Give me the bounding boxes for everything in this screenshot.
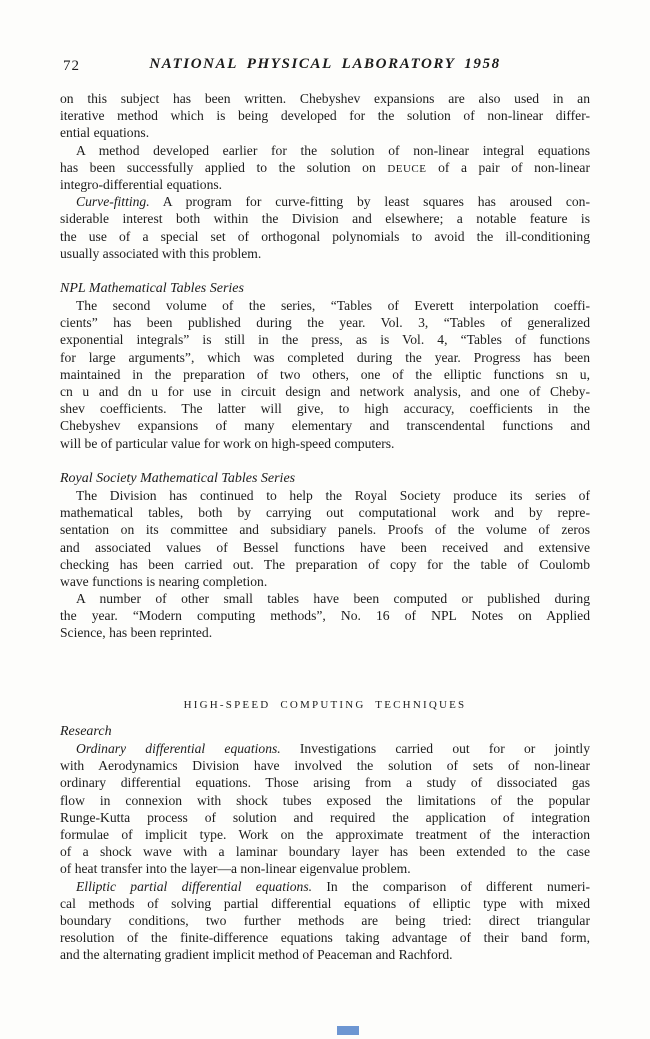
text-run: Runge-Kutta process of solution and required the application of integration	[60, 809, 590, 825]
italic-run: Curve-fitting.	[76, 194, 150, 210]
text-line	[60, 624, 590, 641]
text-run: has been successfully applied to the solution on	[60, 159, 388, 175]
text-run: iterative method which is being developed for the solution of non-linear differ-	[60, 108, 590, 124]
text-run: the year. “Modern computing methods”, No. 16 of NPL Notes on Applied	[60, 608, 590, 624]
paragraph	[60, 90, 590, 142]
text-run: integro-differential equations.	[60, 176, 223, 192]
text-line	[60, 521, 590, 538]
text-run: flow in connexion with shock tubes exposed the limitations of the popular	[60, 792, 590, 808]
text-line	[60, 774, 590, 791]
text-run: ordinary differential equations. Those arising from a study of dissociated gas	[60, 775, 590, 791]
text-line	[60, 826, 590, 843]
text-line	[60, 435, 590, 452]
text-line	[60, 929, 590, 946]
text-run: boundary conditions, two further methods are being tried: direct triangular	[60, 912, 590, 928]
text-run: In the comparison of different numeri-	[312, 878, 590, 894]
scan-foot-mark	[337, 1026, 359, 1035]
text-line	[60, 210, 590, 227]
text-run: the use of a special set of orthogonal polynomials to avoid the ill-conditioning	[60, 228, 590, 244]
text-line	[60, 504, 590, 521]
main-heading: HIGH-SPEED COMPUTING TECHNIQUES	[183, 698, 467, 711]
text-line	[60, 107, 590, 124]
text-run: Science, has been reprinted.	[60, 625, 213, 641]
text-line	[60, 860, 590, 877]
text-run: The Division has continued to help the Royal Society produce its series of	[76, 487, 590, 503]
smallcaps-run: DEUCE	[387, 162, 427, 175]
text-line	[60, 159, 590, 176]
text-run: exponential integrals” is still in the press, as is Vol. 4, “Tables of functions	[60, 332, 590, 348]
text-line	[60, 590, 590, 607]
paragraph	[60, 590, 590, 642]
text-line	[60, 297, 590, 314]
text-line	[60, 228, 590, 245]
text-line	[60, 90, 590, 107]
section-heading: NPL Mathematical Tables Series	[60, 280, 244, 296]
text-run: mathematical tables, both by carrying out computational work and by repre-	[60, 505, 590, 521]
text-line	[60, 573, 590, 590]
text-run: and associated values of Bessel functions have been received and extensive	[60, 539, 590, 555]
text-run: cients” has been published during the year. Vol. 3, “Tables of generalized	[60, 315, 590, 331]
section-heading: Research	[60, 723, 112, 739]
text-line	[60, 809, 590, 826]
text-line	[60, 895, 590, 912]
text-line	[60, 366, 590, 383]
page-number: 72	[63, 58, 80, 74]
text-run: checking has been carried out. The preparation of copy for the table of Coulomb	[60, 556, 590, 572]
text-run: siderable interest both within the Division and elsewhere; a notable feature is	[60, 211, 590, 227]
text-line	[60, 792, 590, 809]
text-run: The second volume of the series, “Tables of Everett interpolation coeffi-	[76, 298, 590, 314]
text-run: formulae of implicit type. Work on the approximate treatment of the interaction	[60, 827, 590, 842]
italic-run: Elliptic partial differential equations.	[76, 878, 313, 894]
text-line	[60, 912, 590, 929]
text-run: for large arguments”, which was completed during the year. Progress has been	[60, 349, 590, 365]
text-line	[60, 417, 590, 434]
text-run: Chebyshev expansions of many elementary and transcendental functions and	[60, 418, 590, 434]
text-line	[60, 142, 590, 159]
text-line	[60, 124, 590, 141]
running-title: NATIONAL PHYSICAL LABORATORY 1958	[149, 56, 501, 72]
text-run: Investigations carried out for or jointly	[280, 741, 590, 757]
text-run: A method developed earlier for the solution of non-linear integral equations	[76, 142, 590, 158]
paragraph	[60, 297, 590, 452]
text-line	[60, 539, 590, 556]
text-run: on this subject has been written. Chebyshev expansions are also used in an	[60, 91, 590, 106]
page-body	[60, 90, 590, 964]
paragraph	[60, 193, 590, 262]
text-line	[60, 487, 590, 504]
text-line	[60, 740, 590, 757]
section-heading: Royal Society Mathematical Tables Series	[60, 470, 296, 486]
text-run: sentation on its committee and subsidiary panels. Proofs of the volume of zeros	[60, 522, 590, 538]
text-line	[60, 400, 590, 417]
paragraph	[60, 142, 590, 194]
text-line	[60, 607, 590, 624]
text-run: cn u and dn u for use in circuit design and network analysis, and one of Cheby-	[60, 384, 590, 400]
italic-run: Ordinary differential equations.	[76, 741, 281, 757]
page-header	[60, 56, 590, 78]
paragraph	[60, 740, 590, 878]
text-line	[60, 193, 590, 210]
text-run: will be of particular value for work on high-speed computers.	[60, 435, 395, 451]
text-run: of heat transfer into the layer—a non-linear eigenvalue problem.	[60, 861, 411, 877]
text-line	[60, 314, 590, 331]
text-line	[60, 843, 590, 860]
text-line	[60, 946, 590, 963]
text-run: of a pair of non-linear	[426, 159, 590, 175]
text-line	[60, 331, 590, 348]
text-run: maintained in the preparation of two others, one of the elliptic functions sn u,	[60, 366, 590, 382]
text-run: A number of other small tables have been computed or published during	[76, 591, 590, 607]
text-run: wave functions is nearing completion.	[60, 573, 268, 589]
text-run: cal methods of solving partial differential equations of elliptic type with mixed	[60, 895, 590, 911]
text-line	[60, 383, 590, 400]
text-run: A program for curve-fitting by least squares has aroused con-	[149, 194, 590, 210]
text-run: ential equations.	[60, 125, 150, 141]
text-line	[60, 878, 590, 895]
paragraph	[60, 878, 590, 964]
text-line	[60, 245, 590, 262]
paragraph	[60, 487, 590, 590]
text-line	[60, 349, 590, 366]
text-run: of a shock wave with a laminar boundary layer has been extended to the case	[60, 844, 590, 860]
text-run: shev coefficients. The latter will give, to high accuracy, coefficients in the	[60, 401, 590, 417]
text-line	[60, 556, 590, 573]
text-line	[60, 757, 590, 774]
text-run: and the alternating gradient implicit method of Peaceman and Rachford.	[60, 947, 453, 963]
text-run: with Aerodynamics Division have involved the solution of sets of non-linear	[60, 758, 590, 774]
text-run: resolution of the finite-difference equations taking advantage of their band form,	[60, 930, 590, 946]
text-run: usually associated with this problem.	[60, 245, 262, 261]
text-line	[60, 176, 590, 193]
